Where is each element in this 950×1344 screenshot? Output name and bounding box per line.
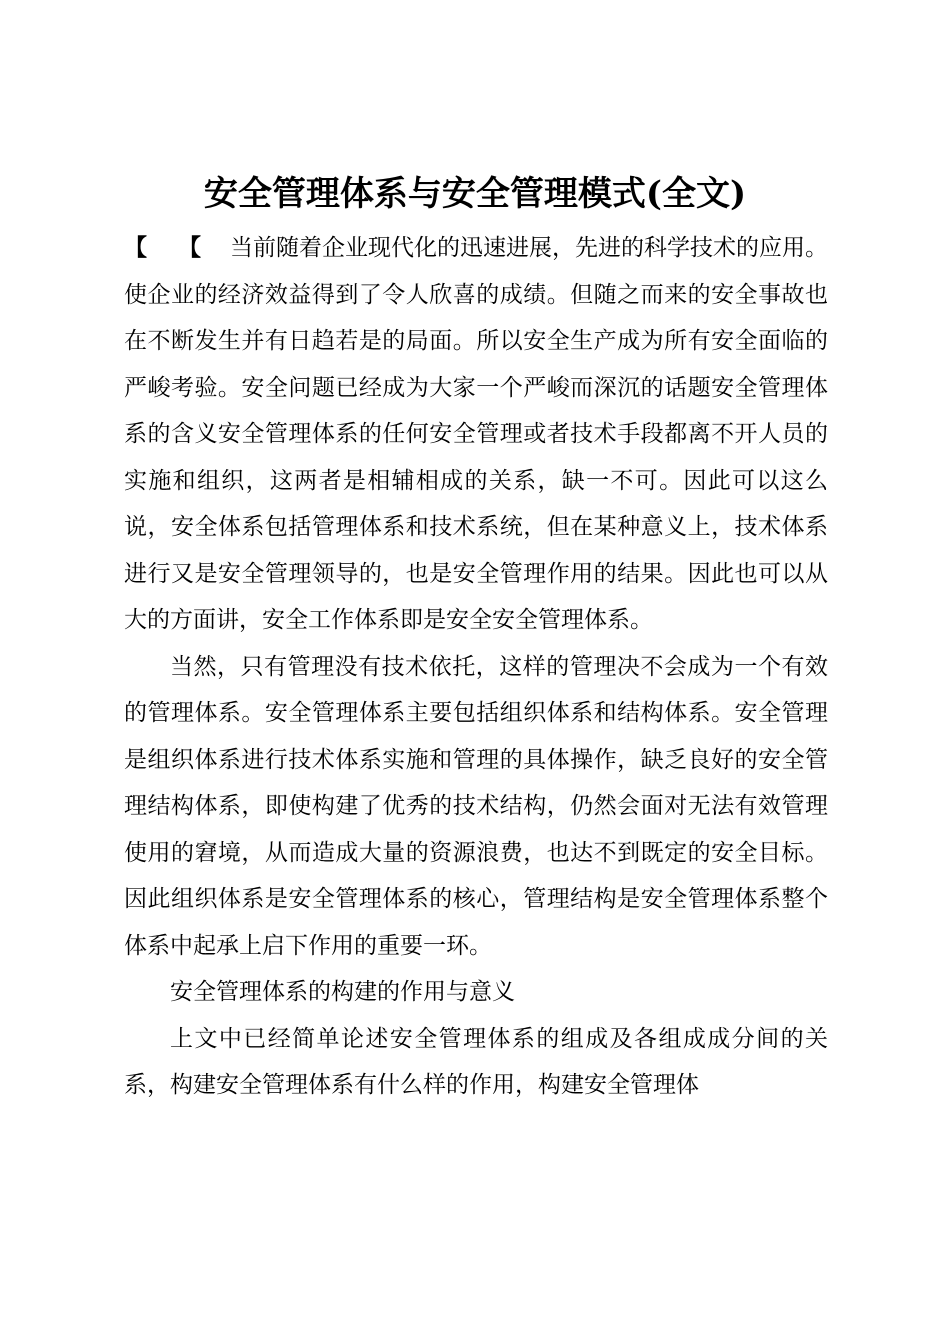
paragraph-2: 当然，只有管理没有技术依托，这样的管理决不会成为一个有效的管理体系。安全管理体系主要包括组织体系和结构体系。安全管理是组织体系进行技术体系实施和管理的具体操作，缺乏良好的安全管理结构体系，即使构建了优秀的技术结构，仍然会面对无法有效管理使用的窘境，从而造成大量的资源浪费，也达不到既定的安全目标。因此组织体系是安全管理体系的核心，管理结构是安全管理体系整个体系中起承上启下作用的重要一环。 (124, 653, 828, 959)
paragraph-1 (124, 225, 828, 644)
section-heading: 安全管理体系的构建的作用与意义 (170, 979, 515, 1005)
paragraph-4: 上文中已经简单论述安全管理体系的组成及各组成成分间的关系，构建安全管理体系有什么样的作用，构建安全管理体 (124, 1025, 828, 1098)
bracket-marker: 【 (178, 234, 201, 261)
bracket-marker: 【 (124, 234, 147, 261)
document-body (124, 225, 828, 1109)
document-title: 安全管理体系与安全管理模式(全文) (203, 174, 747, 214)
paragraph-text: 当前随着企业现代化的迅速进展，先进的科学技术的应用。使企业的经济效益得到了令人欣喜的成绩。但随之而来的安全事故也在不断发生并有日趋若是的局面。所以安全生产成为所有安全面临的严峻考验。安全问题已经成为大家一个严峻而深沉的话题安全管理体系的含义安全管理体系的任何安全管理或者技术手段都离不开人员的实施和组织，这两者是相辅相成的关系，缺一不可。因此可以这么说，安全体系包括管理体系和技术系统，但在某种意义上，技术体系进行又是安全管理领导的，也是安全管理作用的结果。因此也可以从大的方面讲，安全工作体系即是安全安全管理体系。 (124, 235, 828, 633)
